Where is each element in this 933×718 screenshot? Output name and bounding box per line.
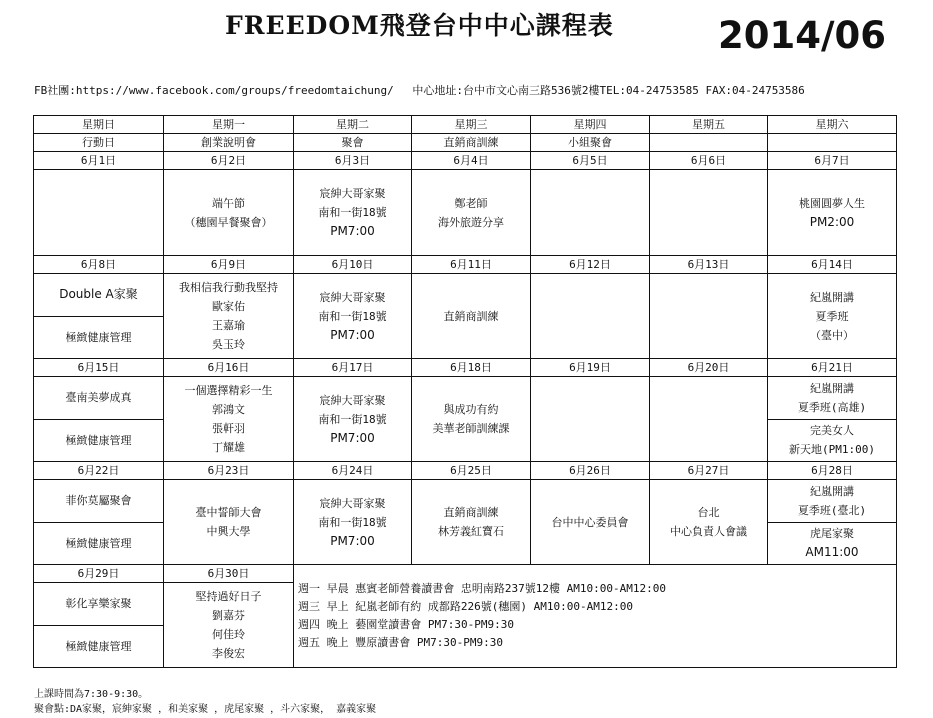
event-line: 紀嵐開講 <box>810 381 854 395</box>
event-line: 與成功有約 <box>443 403 499 416</box>
event-line: 美華老師訓練課 <box>432 422 510 435</box>
event-line: 極緻健康管理 <box>65 639 132 653</box>
date-cell: 6月10日 <box>294 256 412 274</box>
event-line: 劉嘉芬 <box>212 609 245 622</box>
info-line <box>34 82 904 98</box>
event-line: 彰化享樂家聚 <box>65 597 132 611</box>
event-cell-empty <box>650 170 768 256</box>
date-cell: 6月20日 <box>650 359 768 377</box>
event-line: 林芳義紅寶石 <box>438 525 504 538</box>
event-row <box>34 377 897 462</box>
event-line: 我相信我行動我堅持 <box>179 281 278 294</box>
event-cell <box>294 480 412 565</box>
event-line: 極緻健康管理 <box>65 433 132 447</box>
weekday-sat: 星期六 <box>768 116 897 134</box>
event-cell <box>531 480 650 565</box>
event-line: 夏季班 <box>815 309 849 323</box>
event-line: PM7:00 <box>330 327 375 342</box>
event-line: 紀嵐開講 <box>810 484 854 498</box>
date-cell: 6月15日 <box>34 359 164 377</box>
event-line: 菲你莫屬聚會 <box>65 494 132 508</box>
date-cell: 6月2日 <box>164 152 294 170</box>
event-line: 直銷商訓練 <box>443 309 499 323</box>
date-cell: 6月27日 <box>650 462 768 480</box>
event-line: 宸紳大哥家聚 <box>319 290 386 304</box>
center-address: 中心地址:台中市文心南三路536號2樓TEL:04-24753585 FAX:04-24753586 <box>412 84 805 97</box>
event-cell-split <box>34 583 164 668</box>
event-line: 宸紳大哥家聚 <box>319 496 386 510</box>
event-cell <box>164 274 294 359</box>
date-cell: 6月29日 <box>34 565 164 583</box>
date-row <box>34 565 897 583</box>
event-cell <box>164 377 294 462</box>
date-cell: 6月4日 <box>412 152 531 170</box>
weekly-note: 週五 晚上 豐原讀書會 PM7:30-PM9:30 <box>298 636 503 649</box>
event-line: （臺中） <box>810 328 854 342</box>
weekday-wed: 星期三 <box>412 116 531 134</box>
event-line: 中興大學 <box>206 525 251 538</box>
event-cell-empty <box>531 170 650 256</box>
event-cell <box>294 170 412 256</box>
date-cell: 6月30日 <box>164 565 294 583</box>
event-line: 極緻健康管理 <box>65 536 132 550</box>
activity-wed: 直銷商訓練 <box>412 134 531 152</box>
class-time-note: 上課時間為7:30-9:30。 <box>34 689 149 700</box>
event-line: 臺南美夢成真 <box>65 391 132 405</box>
event-line: 李俊宏 <box>212 647 245 660</box>
event-line: 南和一街18號 <box>318 412 387 426</box>
event-line: 丁耀雄 <box>212 441 245 454</box>
venues-note: 聚會點:DA家聚，宸紳家聚 ，和美家聚 ，虎尾家聚 ，斗六家聚， 嘉義家聚 <box>34 704 377 715</box>
event-line: 中心負責人會議 <box>670 525 747 538</box>
weekly-note: 週一 早晨 惠賓老師營養讀書會 忠明南路237號12樓 AM10:00-AM12:00 <box>298 582 666 595</box>
activity-row <box>34 134 897 152</box>
event-line: 夏季班(高雄) <box>797 400 867 414</box>
date-cell: 6月6日 <box>650 152 768 170</box>
date-row <box>34 462 897 480</box>
event-line: 王嘉瑜 <box>212 319 245 332</box>
event-line: 臺中誓師大會 <box>195 506 262 519</box>
date-cell: 6月22日 <box>34 462 164 480</box>
date-cell: 6月5日 <box>531 152 650 170</box>
facebook-group-link[interactable]: FB社團:https://www.facebook.com/groups/freedomtaichung/ <box>34 84 394 97</box>
event-line: 台北 <box>697 506 720 519</box>
event-row <box>34 274 897 359</box>
event-cell <box>412 274 531 359</box>
event-line: 南和一街18號 <box>318 309 387 323</box>
date-cell: 6月3日 <box>294 152 412 170</box>
date-cell: 6月24日 <box>294 462 412 480</box>
event-line: 一個選擇精彩一生 <box>184 384 273 397</box>
date-cell: 6月9日 <box>164 256 294 274</box>
date-row <box>34 152 897 170</box>
activity-mon: 創業說明會 <box>164 134 294 152</box>
event-line: 海外旅遊分享 <box>438 215 504 229</box>
event-line: 虎尾家聚 <box>810 527 854 541</box>
date-cell: 6月17日 <box>294 359 412 377</box>
event-line: 宸紳大哥家聚 <box>319 187 386 200</box>
event-cell-empty <box>650 377 768 462</box>
weekly-note: 週三 早上 紀嵐老師有約 成都路226號(穗園) AM10:00-AM12:00 <box>298 600 633 613</box>
event-line: 鄭老師 <box>454 196 488 210</box>
event-line: PM7:00 <box>330 430 375 445</box>
event-cell <box>294 274 412 359</box>
event-line: 完美女人 <box>810 424 854 438</box>
event-line: 直銷商訓練 <box>443 506 499 519</box>
weekly-note: 週四 晚上 藝園堂讀書會 PM7:30-PM9:30 <box>298 618 514 631</box>
event-row <box>34 170 897 256</box>
date-row <box>34 359 897 377</box>
date-cell: 6月19日 <box>531 359 650 377</box>
date-cell: 6月1日 <box>34 152 164 170</box>
event-line: 新天地(PM1:00) <box>789 443 875 457</box>
event-line: 張軒羽 <box>212 422 245 435</box>
event-cell <box>412 480 531 565</box>
event-cell-empty <box>531 377 650 462</box>
weekday-sun: 星期日 <box>34 116 164 134</box>
activity-tue: 聚會 <box>294 134 412 152</box>
date-cell: 6月8日 <box>34 256 164 274</box>
date-cell: 6月12日 <box>531 256 650 274</box>
event-cell <box>412 377 531 462</box>
date-cell: 6月11日 <box>412 256 531 274</box>
event-line: Double A家聚 <box>59 287 138 302</box>
year-month: 2014/06 <box>718 14 886 57</box>
event-line: PM7:00 <box>330 224 375 238</box>
weekday-tue: 星期二 <box>294 116 412 134</box>
weekday-mon: 星期一 <box>164 116 294 134</box>
event-line: 堅持過好日子 <box>195 590 262 603</box>
event-cell <box>164 480 294 565</box>
date-cell: 6月23日 <box>164 462 294 480</box>
event-cell-empty <box>34 170 164 256</box>
event-line: 端午節 <box>212 196 245 210</box>
event-line: 台中中心委員會 <box>551 515 629 529</box>
date-cell: 6月14日 <box>768 256 897 274</box>
event-line: PM2:00 <box>809 214 855 229</box>
activity-fri <box>650 134 768 152</box>
schedule-title: FREEDOM飛登台中中心課程表 <box>225 11 614 40</box>
activity-sun: 行動日 <box>34 134 164 152</box>
weekday-header-row <box>34 116 897 134</box>
weekly-notes-cell <box>294 565 897 668</box>
date-cell: 6月18日 <box>412 359 531 377</box>
date-cell: 6月25日 <box>412 462 531 480</box>
event-line: 夏季班(臺北) <box>797 503 867 517</box>
date-cell: 6月26日 <box>531 462 650 480</box>
event-line: AM11:00 <box>805 545 859 560</box>
event-line: 歐家佑 <box>212 300 245 313</box>
event-cell-empty <box>650 274 768 359</box>
event-line: 南和一街18號 <box>318 515 387 529</box>
event-line: 紀嵐開講 <box>810 290 854 304</box>
date-cell: 6月13日 <box>650 256 768 274</box>
event-cell-split <box>34 377 164 462</box>
event-cell-split <box>34 274 164 359</box>
event-line: 宸紳大哥家聚 <box>319 393 386 407</box>
date-cell: 6月28日 <box>768 462 897 480</box>
event-cell-split <box>768 480 897 565</box>
event-cell <box>768 274 897 359</box>
event-cell <box>412 170 531 256</box>
event-line: 吳玉玲 <box>212 338 245 351</box>
weekday-fri: 星期五 <box>650 116 768 134</box>
event-cell <box>768 170 897 256</box>
event-cell <box>164 170 294 256</box>
event-line: （穗園早餐聚會） <box>184 215 273 229</box>
date-cell: 6月21日 <box>768 359 897 377</box>
event-line: 南和一街18號 <box>318 206 387 219</box>
event-cell-split <box>768 377 897 462</box>
date-row <box>34 256 897 274</box>
date-cell: 6月7日 <box>768 152 897 170</box>
event-line: 何佳玲 <box>212 628 245 641</box>
date-cell: 6月16日 <box>164 359 294 377</box>
event-row <box>34 480 897 565</box>
event-cell <box>294 377 412 462</box>
event-line: 郭鴻文 <box>212 403 245 416</box>
event-cell-split <box>34 480 164 565</box>
weekday-thu: 星期四 <box>531 116 650 134</box>
event-cell <box>650 480 768 565</box>
activity-thu: 小組聚會 <box>531 134 650 152</box>
event-cell <box>164 583 294 668</box>
schedule-table <box>33 115 897 668</box>
event-line: PM7:00 <box>330 533 375 548</box>
activity-sat <box>768 134 897 152</box>
event-cell-empty <box>531 274 650 359</box>
event-line: 桃園圓夢人生 <box>799 196 865 210</box>
event-line: 極緻健康管理 <box>65 330 132 344</box>
